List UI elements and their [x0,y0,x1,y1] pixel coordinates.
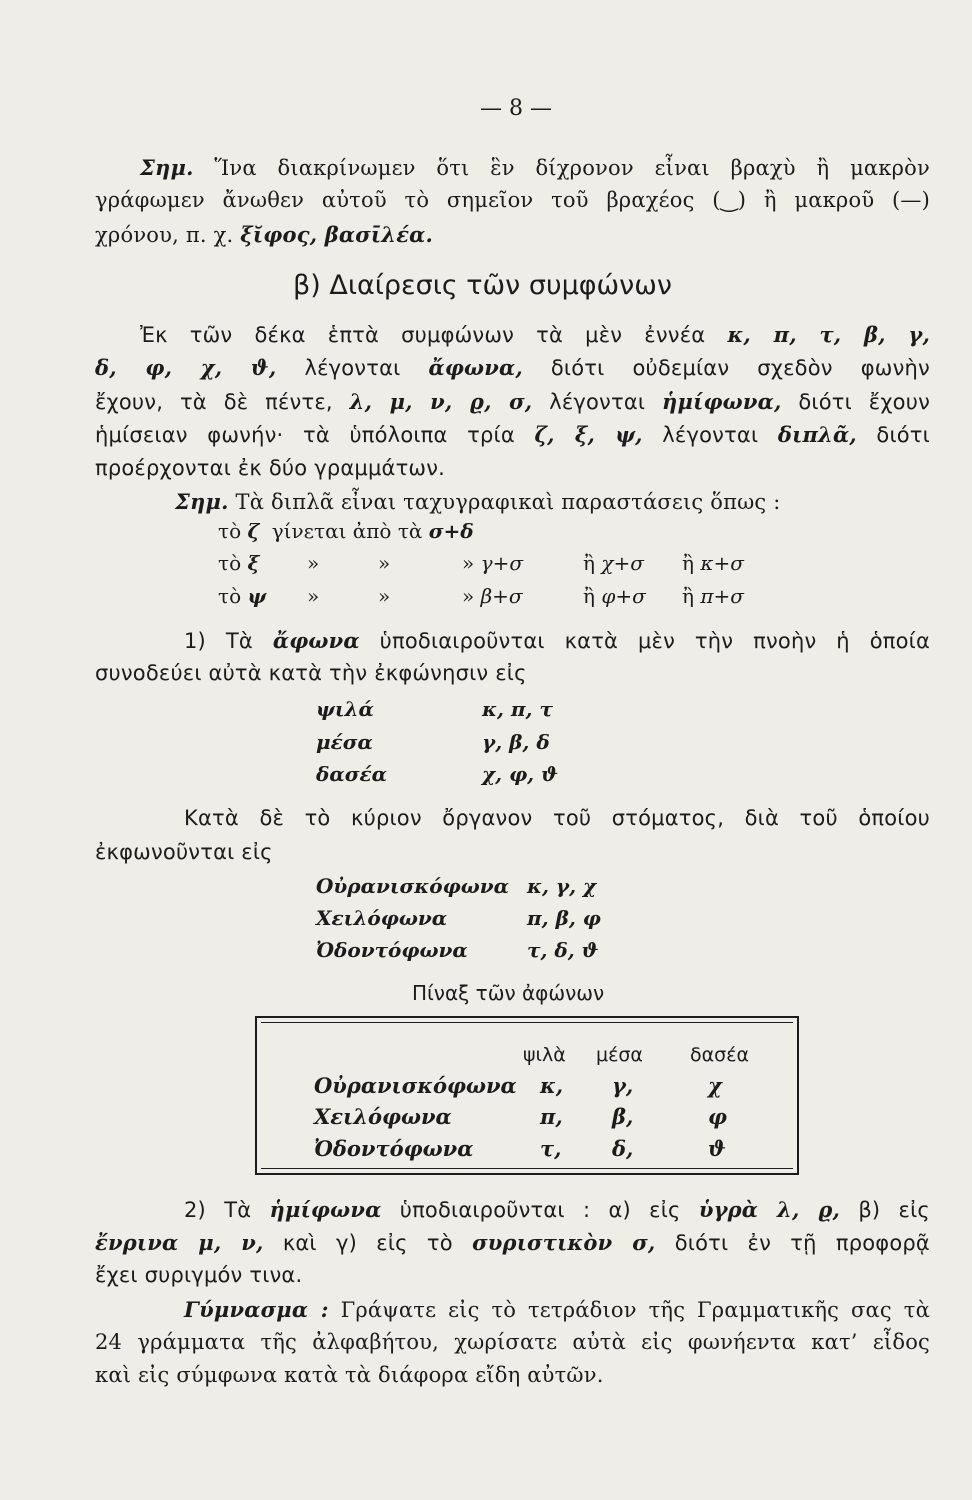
table-cell: κ, [540,1073,564,1098]
table-cell: δ, [612,1136,634,1161]
breath-name-psila: ψιλά [316,697,374,721]
note1-line1: Σημ. Ἵνα διακρίνωμεν ὅτι ἓν δίχρονον εἶναι βραχὺ ἢ μακρὸν [140,155,930,180]
organ-name-palatal: Οὐρανισκόφωνα [316,874,510,898]
table-row-name: Οὐρανισκόφωνα [314,1073,517,1098]
exercise-line2: 24 γράμματα τῆς ἀλφαβήτου, χωρίσατε αὐτὰ εἰς φωνήεντα κατ’ εἶδος [95,1330,930,1354]
table-row-name: Ὀδοντόφωνα [314,1136,474,1161]
para3-line2: ἐκφωνοῦνται εἰς [95,840,273,864]
breath-letters-mesa: γ, β, δ [482,730,550,754]
exercise-line1: Γύμνασμα : Γράψατε εἰς τὸ τετράδιον τῆς Γραμματικῆς σας τὰ [184,1297,930,1322]
para1-line5: προέρχονται ἐκ δύο γραμμάτων. [95,456,446,480]
table-cell: ϑ [708,1136,726,1161]
table-header-psila: ψιλὰ [523,1044,566,1066]
double-row-zeta: τὸ ζ γίνεται ἀπὸ τὰ σ+δ [218,519,474,543]
organ-letters-palatal: κ, γ, χ [527,874,597,898]
table-cell: γ, [612,1073,634,1098]
table-caption: Πίναξ τῶν ἀφώνων [412,981,605,1005]
section-heading: β) Διαίρεσις τῶν συμφώνων [293,270,672,301]
note1-line3: χρόνου, π. χ. ξῐφος, βασῑλέα. [95,222,434,247]
para1-line3: ἔχουν, τὰ δὲ πέντε, λ, μ, ν, ϱ, σ, λέγονται ἡμίφωνα, διότι ἔχουν [95,389,930,414]
book-page: — 8 — Σημ. Ἵνα διακρίνωμεν ὅτι ἓν δίχρονον εἶναι βραχὺ ἢ μακρὸν γράφωμεν ἄνωθεν αὐτοῦ τὸ σημεῖον τοῦ βραχέος (‿) ἢ μακροῦ (—) χρόνου, π. χ. ξῐφος, βασῑλέα. β) Διαίρεσις τῶν συμφώνων Ἐκ τῶν δέκα ἑπτὰ συμφώνων τὰ μὲν ἐννέα κ, π, τ, β, γ, δ, φ, χ, ϑ, λέγονται ἄφωνα, διότι οὐδεμίαν σχεδὸν φωνὴν ἔχουν, τὰ δὲ πέντε, λ, μ, ν, ϱ, σ, λέγονται ἡμίφωνα, διότι ἔχουν ἡμίσειαν φωνήν· τὰ ὑπόλοιπα τρία ζ, ξ, ψ, λέγονται διπλᾶ, διότι προέρχονται ἐκ δύο γραμμάτων. Σημ. Τὰ διπλᾶ εἶναι ταχυγραφικαὶ παραστάσεις ὅπως : τὸ ζ γίνεται ἀπὸ τὰ σ+δ τὸ ξ » » » γ+σ ἢ χ+σ ἢ κ+σ τὸ ψ » » » β+σ ἢ φ+σ ἢ π+σ 1) Τὰ ἄφωνα ὑποδιαιροῦνται κατὰ μὲν τὴν πνοὴν ἡ ὁποία συνοδεύει αὐτὰ κατὰ τὴν ἐκφώνησιν εἰς ψιλά κ, π, τ μέσα γ, β, δ δασέα χ, φ, ϑ Κατὰ δὲ τὸ κύριον ὄργανον τοῦ στόματος, διὰ τοῦ ὁποίου ἐκφωνοῦνται εἰς Οὐρανισκόφωνα κ, γ, χ Χειλόφωνα π, β, φ Ὀδοντόφωνα τ, δ, ϑ Πίναξ τῶν ἀφώνων ψιλὰ μέσα δασέα Οὐρανισκόφωνα κ, γ, χ Χειλόφωνα π, β, φ Ὀδοντόφωνα τ, δ, ϑ 2) Τὰ ἡμίφωνα ὑποδιαιροῦνται : α) εἰς ὑγρὰ λ, ϱ, β) εἰς ἔνρινα μ, ν, καὶ γ) εἰς τὸ συριστικὸν σ, διότι ἐν τῇ προφορᾷ ἔχει συριγμόν τινα. Γύμνασμα : Γράψατε εἰς τὸ τετράδιον τῆς Γραμματικῆς σας τὰ 24 γράμματα τῆς ἀλφαβήτου, χωρίσατε αὐτὰ εἰς φωνήεντα κατ’ εἶδος καὶ εἰς σύμφωνα κατὰ τὰ διάφορα εἴδη αὐτῶν. [0,0,972,1500]
para1-line2: δ, φ, χ, ϑ, λέγονται ἄφωνα, διότι οὐδεμίαν σχεδὸν φωνὴν [95,355,930,380]
example-words: ξῐφος, βασῑλέα. [240,222,434,247]
table-header-mesa: μέσα [596,1044,643,1066]
organ-name-dental: Ὀδοντόφωνα [316,938,468,962]
page-number: — 8 — [480,96,552,121]
ditto-mark: » [307,551,320,575]
double-row-psi-label: τὸ ψ [218,584,267,608]
para4-line1: 2) Τὰ ἡμίφωνα ὑποδιαιροῦνται : α) εἰς ὑγρὰ λ, ϱ, β) εἰς [184,1197,930,1222]
note2-label: Σημ. [175,489,229,514]
table-row-name: Χειλόφωνα [314,1104,452,1129]
organ-name-labial: Χειλόφωνα [316,906,448,930]
ditto-mark: » [307,584,320,608]
note1-line2: γράφωμεν ἄνωθεν αὐτοῦ τὸ σημεῖον τοῦ βραχέος (‿) ἢ μακροῦ (—) [95,188,930,212]
breath-name-dasea: δασέα [316,762,388,786]
ditto-mark: » [378,551,391,575]
para4-line3: ἔχει συριγμόν τινα. [95,1263,303,1287]
para1-line1: Ἐκ τῶν δέκα ἑπτὰ συμφώνων τὰ μὲν ἐννέα κ, π, τ, β, γ, [140,322,930,347]
breath-letters-dasea: χ, φ, ϑ [482,762,559,786]
para1-line4: ἡμίσειαν φωνήν· τὰ ὑπόλοιπα τρία ζ, ξ, ψ, λέγονται διπλᾶ, διότι [95,422,930,447]
breath-letters-psila: κ, π, τ [482,697,553,721]
organ-letters-dental: τ, δ, ϑ [527,938,599,962]
para2-line2: συνοδεύει αὐτὰ κατὰ τὴν ἐκφώνησιν εἰς [95,661,527,685]
double-row-psi-combos: » β+σ [462,584,523,608]
table-cell: β, [612,1104,634,1129]
table-cell: χ [708,1073,722,1098]
table-cell: φ [708,1104,728,1129]
para2-line1: 1) Τὰ ἄφωνα ὑποδιαιροῦνται κατὰ μὲν τὴν πνοὴν ἡ ὁποία [184,628,930,653]
double-row-xi-label: τὸ ξ [218,551,260,575]
table-cell: π, [540,1104,563,1129]
breath-name-mesa: μέσα [316,730,373,754]
table-header-dasea: δασέα [690,1044,749,1066]
exercise-line3: καὶ εἰς σύμφωνα κατὰ τὰ διάφορα εἴδη αὐτῶν. [95,1363,604,1387]
para3-line1: Κατὰ δὲ τὸ κύριον ὄργανον τοῦ στόματος, διὰ τοῦ ὁποίου [184,806,930,830]
note1-label: Σημ. [140,155,194,180]
note2-line: Σημ. Τὰ διπλᾶ εἶναι ταχυγραφικαὶ παραστάσεις ὅπως : [175,489,781,514]
ditto-mark: » [378,584,391,608]
double-row-xi-combos: » γ+σ [462,551,523,575]
exercise-label: Γύμνασμα : [184,1297,329,1322]
table-cell: τ, [540,1136,562,1161]
organ-letters-labial: π, β, φ [527,906,601,930]
para4-line2: ἔνρινα μ, ν, καὶ γ) εἰς τὸ συριστικὸν σ, διότι ἐν τῇ προφορᾷ [95,1230,930,1255]
